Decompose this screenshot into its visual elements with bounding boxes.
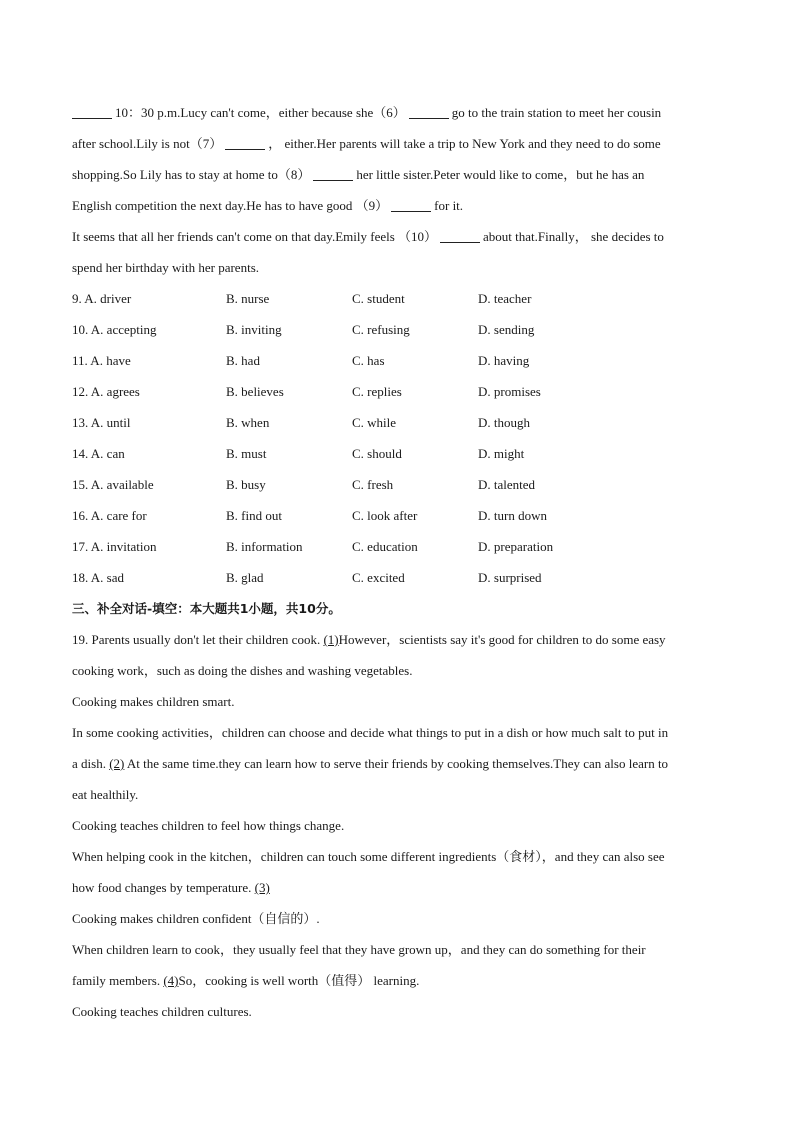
option-b: B. nurse [226,291,270,306]
passage-line-6: spend her birthday with her parents. [72,260,260,275]
option-b: B. inviting [226,322,282,337]
question-row [72,407,722,438]
blank-5 [72,104,112,119]
option-c: C. has [352,353,385,368]
option-b: B. believes [226,384,284,399]
option-b: B. busy [226,477,266,492]
passage-line-2: after school.Lily is not（7） ， either.Her parents will take a trip to New York and they need to do some [72,136,661,151]
blank-ref-2: (2) [109,756,125,771]
option-a: 12. A. agrees [72,384,140,399]
q19-line-7: how food changes by temperature. (3) [72,880,270,895]
question-row [72,562,722,593]
passage-line-4: English competition the next day.He has to have good （9） for it. [72,198,464,213]
option-c: C. replies [352,384,402,399]
question-row [72,438,722,469]
q19-line-9: family members. (4)So，cooking is well worth（值得） learning. [72,973,420,988]
blank-7 [225,135,265,150]
option-a: 13. A. until [72,415,131,430]
q19-line-2: cooking work，such as doing the dishes and washing vegetables. [72,663,413,678]
option-d: D. promises [478,384,541,399]
option-a: 15. A. available [72,477,154,492]
option-a: 11. A. have [72,353,131,368]
option-b: B. had [226,353,260,368]
blank-ref-1: (1) [323,632,339,647]
q19-heading-smart: Cooking makes children smart. [72,694,235,709]
option-c: C. while [352,415,397,430]
passage-line-1: 10：30 p.m.Lucy can't come，either because she（6） go to the train station to meet her cousin [72,97,722,128]
option-a: 14. A. can [72,446,125,461]
option-b: B. when [226,415,270,430]
option-c: C. student [352,291,405,306]
option-b: B. glad [226,570,264,585]
blank-ref-3: (3) [254,880,270,895]
option-d: D. having [478,353,530,368]
q19-line-5: eat healthily. [72,787,139,802]
option-c: C. look after [352,508,418,523]
q19-heading-confident: Cooking makes children confident（自信的）. [72,911,320,926]
blank-9 [391,197,431,212]
option-a: 16. A. care for [72,508,147,523]
option-d: D. though [478,415,530,430]
question-row [72,376,722,407]
option-c: C. should [352,446,402,461]
option-a: 17. A. invitation [72,539,157,554]
passage-line-5: It seems that all her friends can't come on that day.Emily feels （10） about that.Finally， she decides to [72,229,664,244]
q19-line-6: When helping cook in the kitchen，children can touch some different ingredients（食材），and they can also see [72,849,665,864]
q19-line-1: 19. Parents usually don't let their children cook. (1)However，scientists say it's good for children to do some easy [72,632,666,647]
q19-line-3: In some cooking activities，children can choose and decide what things to put in a dish or how much salt to put in [72,725,669,740]
option-d: D. surprised [478,570,542,585]
option-c: C. refusing [352,322,410,337]
option-a: 18. A. sad [72,570,124,585]
blank-ref-4: (4) [163,973,179,988]
question-row [72,345,722,376]
blank-10 [440,228,480,243]
option-d: D. talented [478,477,536,492]
option-d: D. sending [478,322,535,337]
question-list [72,283,722,593]
option-c: C. education [352,539,418,554]
option-d: D. turn down [478,508,547,523]
question-row [72,469,722,500]
blank-8 [313,166,353,181]
option-b: B. find out [226,508,282,523]
option-c: C. fresh [352,477,394,492]
question-row [72,531,722,562]
blank-6 [409,104,449,119]
q19-line-8: When children learn to cook，they usually feel that they have grown up，and they can do something for their [72,942,646,957]
question-row [72,314,722,345]
option-c: C. excited [352,570,405,585]
option-a: 9. A. driver [72,291,132,306]
passage-line-3: shopping.So Lily has to stay at home to（8） her little sister.Peter would like to come，but he has an [72,167,645,182]
option-b: B. information [226,539,303,554]
question-row [72,283,722,314]
question-row [72,500,722,531]
option-d: D. preparation [478,539,554,554]
q19-heading-cultures: Cooking teaches children cultures. [72,1004,252,1019]
option-d: D. might [478,446,525,461]
option-a: 10. A. accepting [72,322,157,337]
q19-heading-change: Cooking teaches children to feel how things change. [72,818,345,833]
section-3-heading: 三、补全对话-填空：本大题共1小题，共10分。 [72,601,341,616]
option-b: B. must [226,446,267,461]
option-d: D. teacher [478,291,532,306]
exam-page [72,97,722,1027]
q19-line-4: a dish. (2) At the same time.they can learn how to serve their friends by cooking themselves.They can also learn to [72,756,669,771]
